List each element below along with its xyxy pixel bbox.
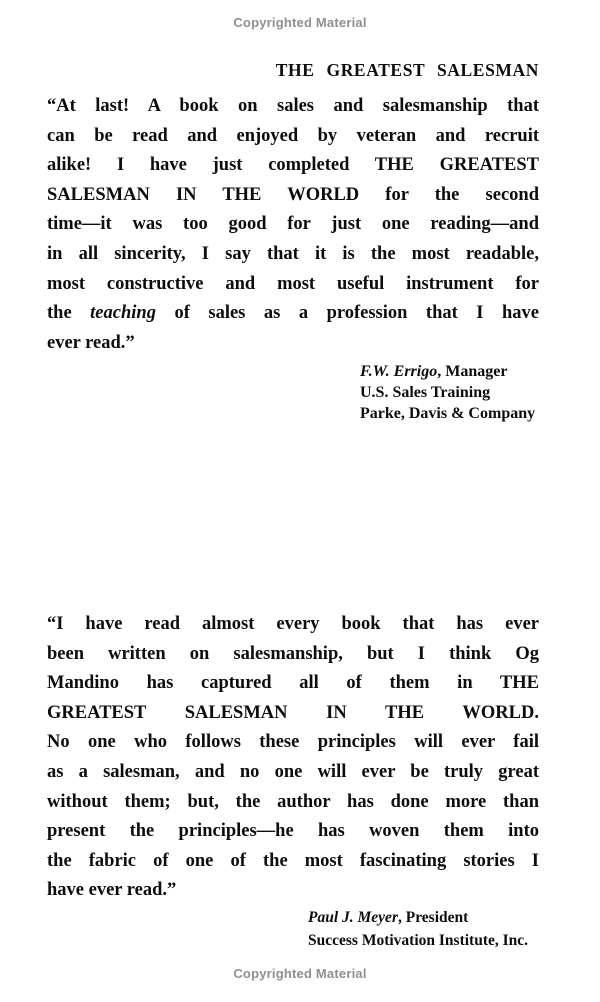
quote-line: GREATEST SALESMAN IN THE WORLD. [47, 702, 539, 723]
quote-line: can be read and enjoyed by veteran and recruit [47, 125, 539, 146]
quote-line: ever read.” [47, 332, 135, 353]
attribution-role: , President [397, 909, 469, 926]
attribution-org-line: Success Motivation Institute, Inc. [308, 931, 529, 949]
quote-line: the fabric of one of the most fascinating stories I [47, 850, 539, 871]
attribution-role: , Manager [437, 363, 508, 380]
attribution-name: Paul J. Meyer [308, 909, 398, 926]
copyright-notice-top: Copyrighted Material [233, 15, 367, 30]
quote-line: time—it was too good for just one reading—and [47, 214, 539, 235]
quote-line: without them; but, the author has done more than [47, 791, 539, 812]
attribution-org-line: U.S. Sales Training [360, 384, 491, 401]
quote-line: “At last! A book on sales and salesmanship that [47, 96, 539, 116]
attribution-name-role [308, 907, 528, 930]
quote-line: have ever read.” [47, 880, 177, 901]
attribution-org-line: Parke, Davis & Company [360, 405, 536, 422]
quote-line: present the principles—he has woven them into [47, 821, 539, 842]
quote-text-italic: teaching [90, 303, 156, 324]
testimonial-quote-2 [47, 610, 539, 906]
attribution-2 [308, 907, 528, 952]
quote-line: “I have read almost every book that has ever [47, 614, 539, 634]
quote-text: of sales as a profession that I have [155, 303, 539, 324]
quote-line: Mandino has captured all of them in THE [47, 673, 539, 694]
quote-line: as a salesman, and no one will ever be truly great [47, 761, 539, 782]
quote-line: most constructive and most useful instrument for [47, 273, 539, 294]
attribution-name-role [360, 361, 535, 382]
copyright-notice-bottom: Copyrighted Material [233, 966, 367, 981]
quote-line: in all sincerity, I say that it is the most readable, [47, 243, 539, 264]
quote-line: been written on salesmanship, but I think Og [47, 643, 539, 664]
attribution-name: F.W. Errigo [360, 363, 438, 380]
attribution-1 [360, 361, 535, 424]
testimonial-quote-1 [47, 92, 539, 358]
running-header: THE GREATEST SALESMAN [275, 60, 539, 80]
quote-line: SALESMAN IN THE WORLD for the second [47, 184, 539, 205]
quote-text: the [47, 303, 91, 324]
quote-line: alike! I have just completed THE GREATEST [47, 155, 539, 176]
quote-line: No one who follows these principles will ever fail [47, 732, 539, 753]
quote-line-with-italic [47, 299, 539, 329]
